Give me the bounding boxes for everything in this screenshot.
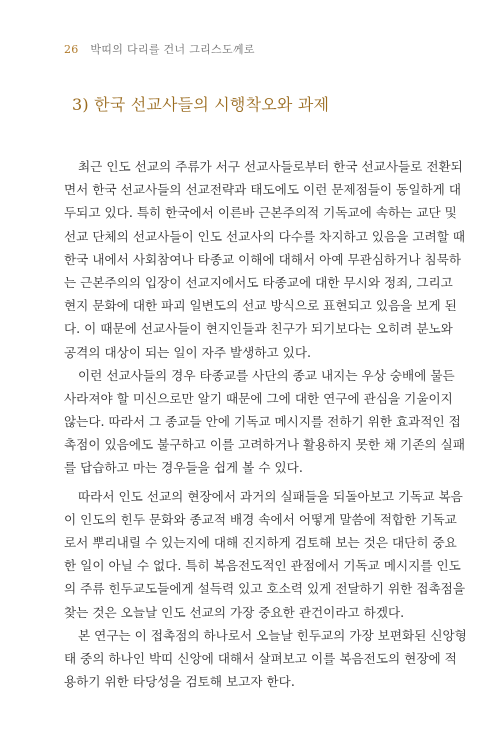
text-line: 두되고 있다. 특히 한국에서 이른바 근본주의적 기독교에 속하는 교단 및 [64,205,457,221]
text-line: 는 근본주의의 입장이 선교지에서도 타종교에 대한 무시와 정죄, 그리고 [64,274,453,290]
text-line: 사라져야 할 미신으로만 알기 때문에 그에 대한 연구에 관심을 기울이지 [64,390,453,406]
text-line: 용하기 위한 타당성을 검토해 보고자 한다. [64,674,295,690]
text-line: 를 답습하고 마는 경우들을 쉽게 볼 수 있다. [64,460,303,476]
text-line: 선교 단체의 선교사들이 인도 선교사의 다수를 차지하고 있음을 고려할 때 [64,228,465,244]
text-line: 태 중의 하나인 박띠 신앙에 대해서 살펴보고 이를 복음전도의 현장에 적 [64,650,457,666]
running-head [64,41,255,57]
text-line: 현지 문화에 대한 파괴 일변도의 선교 방식으로 표현되고 있음을 보게 된 [64,298,457,314]
text-line: 찾는 것은 오늘날 인도 선교의 가장 중요한 관건이라고 하겠다. [64,604,405,620]
text-line: 면서 한국 선교사들의 선교전략과 태도에도 이런 문제점들이 동일하게 대 [64,182,461,198]
text-line: 로서 뿌리내릴 수 있는지에 대해 진지하게 검토해 보는 것은 대단히 중요 [64,535,457,550]
text-line: 한 일이 아닐 수 없다. 특히 복음전도적인 관점에서 기독교 메시지를 인도 [64,558,461,574]
page-number: 26 [64,43,79,56]
body-text [64,155,467,693]
book-title: 박띠의 다리를 건너 그리스도께로 [90,43,255,56]
text-line: 따라서 인도 선교의 현장에서 과거의 실패들을 되돌아보고 기독교 복음 [78,488,463,504]
text-line: 이 인도의 힌두 문화와 종교적 배경 속에서 어떻게 말씀에 적합한 기독교 [64,511,457,527]
section-heading: 3) 한국 선교사들의 시행착오와 과제 [72,95,330,114]
text-line: 촉점이 있음에도 불구하고 이를 고려하거나 활용하지 못한 채 기존의 실패 [64,437,465,453]
text-line: 이런 선교사들의 경우 타종교를 사단의 종교 내지는 우상 숭배에 물든 [78,367,455,383]
text-line: 다. 이 때문에 선교사들이 현지인들과 친구가 되기보다는 오히려 분노와 [64,321,453,337]
text-line: 최근 인도 선교의 주류가 서구 선교사들로부터 한국 선교사들로 전환되 [78,159,463,174]
text-line: 공격의 대상이 되는 일이 자주 발생하고 있다. [64,344,312,360]
text-line: 한국 내에서 사회참여나 타종교 이해에 대해서 아예 무관심하거나 침묵하 [64,251,461,267]
text-line: 않는다. 따라서 그 종교들 안에 기독교 메시지를 전하기 위한 효과적인 접 [64,414,461,430]
text-line: 의 주류 힌두교도들에게 설득력 있고 호소력 있게 전달하기 위한 접촉점을 [64,581,465,597]
text-line: 본 연구는 이 접촉점의 하나로서 오늘날 힌두교의 가장 보편화된 신앙형 [78,627,467,643]
